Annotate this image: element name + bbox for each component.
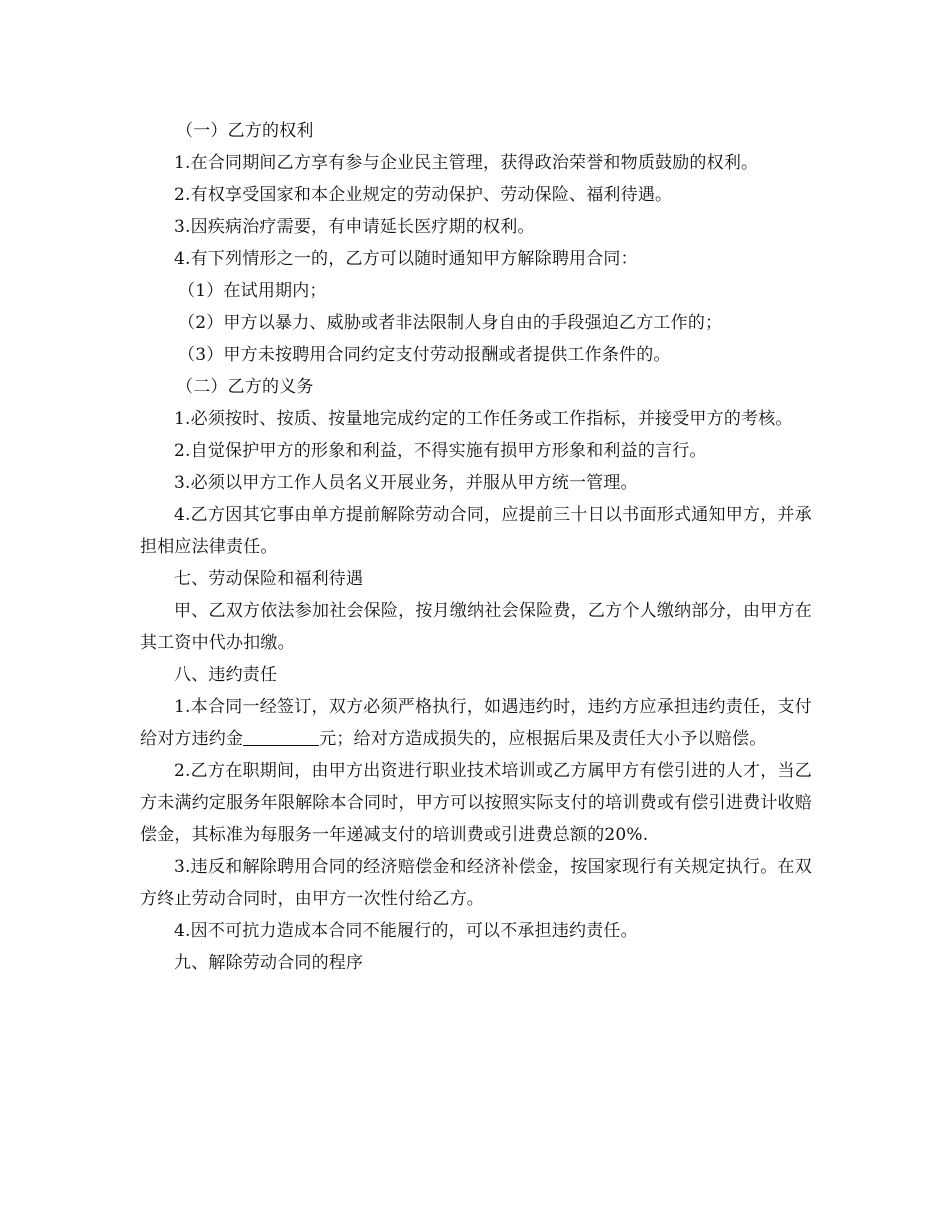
- document-body: [140, 115, 812, 979]
- list-item: （3）甲方未按聘用合同约定支付劳动报酬或者提供工作条件的。: [178, 345, 671, 365]
- text-run: 元；给对方造成损失的，应根据后果及责任大小予以赔偿。: [319, 729, 767, 749]
- section-heading-insurance: 七、劳动保险和福利待遇: [174, 569, 364, 589]
- text-run: 1.本合同一经签订，双方必须严格执行，如遇违约时，违约方应承担违约责任，支付给对方违约金: [140, 697, 812, 749]
- paragraph: 2.乙方在职期间，由甲方出资进行职业技术培训或乙方属甲方有偿引进的人才，当乙方未满约定服务年限解除本合同时，甲方可以按照实际支付的培训费或有偿引进费计收赔偿金，其标准为每服务一年递减支付的培训费或引进费总额的20%.: [140, 761, 812, 845]
- paragraph: 1.在合同期间乙方享有参与企业民主管理，获得政治荣誉和物质鼓励的权利。: [174, 153, 759, 173]
- paragraph-penalty: [140, 691, 812, 755]
- paragraph: 4.有下列情形之一的，乙方可以随时通知甲方解除聘用合同：: [174, 249, 638, 269]
- paragraph: 2.自觉保护甲方的形象和利益，不得实施有损甲方形象和利益的言行。: [174, 441, 707, 461]
- paragraph: 2.有权享受国家和本企业规定的劳动保护、劳动保险、福利待遇。: [174, 185, 673, 205]
- list-item: （1）在试用期内；: [178, 281, 327, 301]
- paragraph: 3.必须以甲方工作人员名义开展业务，并服从甲方统一管理。: [174, 473, 638, 493]
- paragraph: 甲、乙双方依法参加社会保险，按月缴纳社会保险费，乙方个人缴纳部分，由甲方在其工资中代办扣缴。: [140, 601, 812, 653]
- section-heading-termination: 九、解除劳动合同的程序: [174, 953, 364, 973]
- section-heading-obligations: （二）乙方的义务: [176, 377, 314, 397]
- paragraph: 3.违反和解除聘用合同的经济赔偿金和经济补偿金，按国家现行有关规定执行。在双方终止劳动合同时，由甲方一次性付给乙方。: [140, 857, 812, 909]
- section-heading-rights: （一）乙方的权利: [176, 121, 314, 141]
- paragraph: 1.必须按时、按质、按量地完成约定的工作任务或工作指标，并接受甲方的考核。: [174, 409, 793, 429]
- list-item: （2）甲方以暴力、威胁或者非法限制人身自由的手段强迫乙方工作的；: [178, 313, 723, 333]
- paragraph: 4.因不可抗力造成本合同不能履行的，可以不承担违约责任。: [174, 921, 638, 941]
- paragraph: 3.因疾病治疗需要，有申请延长医疗期的权利。: [174, 217, 535, 237]
- fill-in-blank: [243, 727, 319, 746]
- paragraph: 4.乙方因其它事由单方提前解除劳动合同，应提前三十日以书面形式通知甲方，并承担相应法律责任。: [140, 505, 812, 557]
- section-heading-liability: 八、违约责任: [174, 665, 278, 685]
